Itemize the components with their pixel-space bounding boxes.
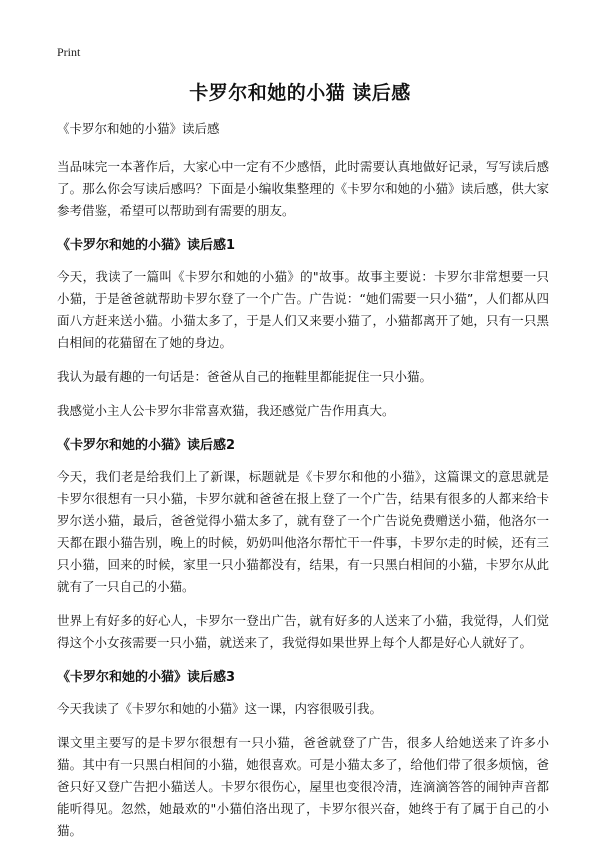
paragraph: 今天，我们老是给我们上了新课，标题就是《卡罗尔和他的小猫》，这篇课文的意思就是卡罗尔很想有一只小猫，卡罗尔就和爸爸在报上登了一个广告，结果有很多的人都来给卡罗尔送小猫，最后，爸爸觉得小猫太多了，就有登了一个广告说免费赠送小猫，他洛尔一天都在跟小猫告别，晚上的时候，奶奶叫他洛尔帮忙干一件事，卡罗尔走的时候，还有三只小猫，回来的时候，家里一只小猫都没有，结果，有一只黑白相间的小猫，卡罗尔从此就有了一只自己的小猫。 [57,469,549,594]
section-heading-1: 《卡罗尔和她的小猫》读后感1 [57,238,236,253]
paragraph: 我感觉小主人公卡罗尔非常喜欢猫，我还感觉广告作用真大。 [57,403,395,418]
section-heading-2: 《卡罗尔和她的小猫》读后感2 [57,438,236,453]
page-title: 卡罗尔和她的小猫 读后感 [189,82,411,104]
article-subtitle: 《卡罗尔和她的小猫》读后感 [57,121,220,136]
article-body [57,118,549,854]
paragraph: 我认为最有趣的一句话是：爸爸从自己的拖鞋里都能捉住一只小猫。 [57,369,433,384]
paragraph: 今天，我读了一篇叫《卡罗尔和她的小猫》的"故事。故事主要说：卡罗尔非常想要一只小猫，于是爸爸就帮助卡罗尔登了一个广告。广告说：“她们需要一只小猫”，人们都从四面八方赶来送小猫。小猫太多了，于是人们又来要小猫了，小猫都离开了她，只有一只黑白相间的花猫留在了她的身边。 [57,269,549,350]
paragraph: 课文里主要写的是卡罗尔很想有一只小猫，爸爸就登了广告，很多人给她送来了许多小猫。其中有一只黑白相间的小猫，她很喜欢。可是小猫太多了，给他们带了很多烦恼，爸爸只好又登广告把小猫送人。卡罗尔很伤心，屋里也变很冷清，连滴滴答答的闹钟声音都能听得见。忽然，她最欢的"小猫伯洛出现了，卡罗尔很兴奋，她终于有了属于自己的小猫。 [57,735,549,838]
paragraph: 今天我读了《卡罗尔和她的小猫》这一课，内容很吸引我。 [57,701,383,716]
intro-paragraph: 当品味完一本著作后，大家心中一定有不少感悟，此时需要认真地做好记录，写写读后感了。那么你会写读后感吗？下面是小编收集整理的《卡罗尔和她的小猫》读后感，供大家参考借鉴，希望可以帮助到有需要的朋友。 [57,159,549,218]
section-heading-3: 《卡罗尔和她的小猫》读后感3 [57,670,236,685]
paragraph: 世界上有好多的好心人，卡罗尔一登出广告，就有好多的人送来了小猫，我觉得，人们觉得这个小女孩需要一只小猫，就送来了，我觉得如果世界上每个人都是好心人就好了。 [57,613,549,650]
print-link[interactable]: Print [57,45,81,59]
